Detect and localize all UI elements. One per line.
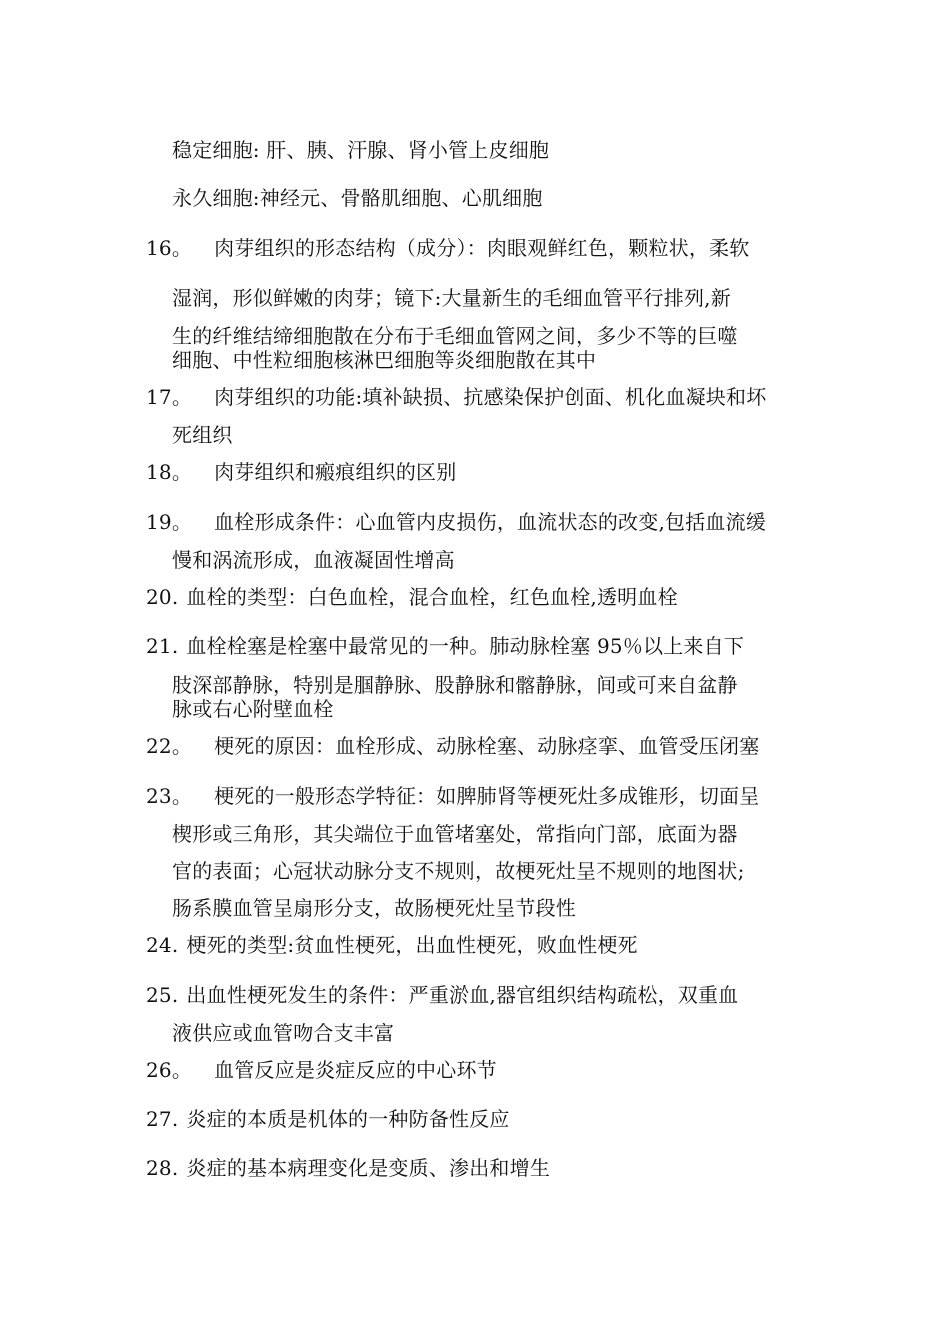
- item-number: 16。: [146, 236, 193, 260]
- text-line: 湿润，形似鲜嫩的肉芽；镜下:大量新生的毛细血管平行排列,新: [172, 286, 731, 310]
- item-text: 肉芽组织和瘢痕组织的区别: [214, 460, 457, 484]
- text-line: 官的表面；心冠状动脉分支不规则，故梗死灶呈不规则的地图状;: [172, 859, 745, 883]
- item-number: 17。: [146, 385, 193, 409]
- item-text: 肉芽组织的形态结构（成分）：肉眼观鲜红色，颗粒状，柔软: [214, 236, 750, 260]
- list-item-16: [146, 236, 749, 260]
- list-item-27: [146, 1107, 510, 1131]
- item-text: 梗死的原因：血栓形成、动脉栓塞、动脉痉挛、血管受压闭塞: [214, 734, 760, 758]
- item-text: 肉芽组织的功能:填补缺损、抗感染保护创面、机化血凝块和坏: [214, 385, 767, 409]
- item-text: 梗死的一般形态学特征：如脾肺肾等梗死灶多成锥形，切面呈: [214, 784, 760, 808]
- text-line: 肠系膜血管呈扇形分支，故肠梗死灶呈节段性: [172, 896, 576, 920]
- list-item-22: [146, 734, 759, 758]
- item-number: 28.: [146, 1156, 179, 1180]
- list-item-25: [146, 983, 738, 1007]
- item-text: 血栓的类型：白色血栓，混合血栓，红色血栓,透明血栓: [186, 585, 678, 609]
- item-text: 血栓栓塞是栓塞中最常见的一种。肺动脉栓塞 95％以上来自下: [186, 634, 745, 658]
- text-line: 楔形或三角形，其尖端位于血管堵塞处，常指向门部，底面为器: [172, 822, 738, 846]
- item-number: 20.: [146, 585, 179, 609]
- text-line: 生的纤维结缔细胞散在分布于毛细血管网之间，多少不等的巨噬: [172, 324, 738, 348]
- text-line: 脉或右心附壁血栓: [172, 697, 334, 721]
- item-number: 19。: [146, 510, 193, 534]
- list-item-28: [146, 1156, 550, 1180]
- item-text: 血栓形成条件：心血管内皮损伤，血流状态的改变,包括血流缓: [214, 510, 767, 534]
- text-line: 液供应或血管吻合支丰富: [172, 1021, 395, 1045]
- item-number: 22。: [146, 734, 193, 758]
- text-line: 永久细胞:神经元、骨骼肌细胞、心肌细胞: [172, 186, 543, 210]
- item-text: 出血性梗死发生的条件：严重淤血,器官组织结构疏松，双重血: [186, 983, 739, 1007]
- text-line: 稳定细胞: 肝、胰、汗腺、肾小管上皮细胞: [172, 138, 550, 162]
- item-number: 26。: [146, 1058, 193, 1082]
- item-text: 炎症的基本病理变化是变质、渗出和增生: [186, 1156, 551, 1180]
- list-item-17: [146, 385, 766, 409]
- item-number: 25.: [146, 983, 179, 1007]
- list-item-20: [146, 585, 678, 609]
- list-item-18: [146, 460, 456, 484]
- item-text: 炎症的本质是机体的一种防备性反应: [186, 1107, 510, 1131]
- list-item-23: [146, 784, 759, 808]
- item-text: 梗死的类型:贫血性梗死，出血性梗死，败血性梗死: [186, 933, 638, 957]
- text-line: 细胞、中性粒细胞核淋巴细胞等炎细胞散在其中: [172, 348, 597, 372]
- list-item-19: [146, 510, 766, 534]
- item-number: 18。: [146, 460, 193, 484]
- text-line: 慢和涡流形成，血液凝固性增高: [172, 548, 455, 572]
- list-item-24: [146, 933, 638, 957]
- item-number: 21.: [146, 634, 179, 658]
- item-number: 27.: [146, 1107, 179, 1131]
- list-item-26: [146, 1058, 497, 1082]
- item-number: 24.: [146, 933, 179, 957]
- text-line: 死组织: [172, 423, 233, 447]
- text-line: 肢深部静脉，特别是腘静脉、股静脉和髂静脉，间或可来自盆静: [172, 673, 738, 697]
- item-number: 23。: [146, 784, 193, 808]
- list-item-21: [146, 634, 744, 658]
- item-text: 血管反应是炎症反应的中心环节: [214, 1058, 497, 1082]
